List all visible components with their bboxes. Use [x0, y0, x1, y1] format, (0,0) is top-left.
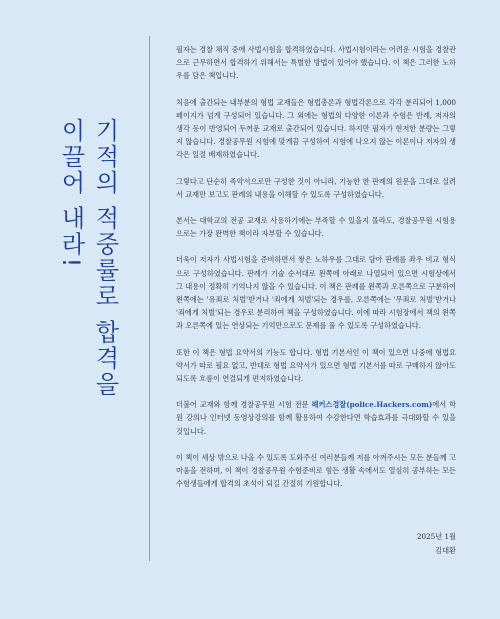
- vertical-title: [56, 118, 120, 397]
- paragraph-1: 필자는 경찰 채직 중에 사법시험을 합격하였습니다. 사법시험이라는 어려운 시험을 경찰관으로 근무하면서 합격하기 위해서는 특별한 방법이 있어야 했습니다. 이 책은 그러한 노하우를 담은 책입니다.: [176, 45, 456, 81]
- vertical-divider: [149, 36, 150, 561]
- paragraph-2: 처음에 출간되는 내부분의 형법 교재들은 형법총론과 형법각론으로 각각 분리되어 1,000페이지가 넘게 구성되어 있습니다. 그 외에는 형법의 다양한 이론과 수험은 반례, 저자의 생각 등이 반영되어 두꺼운 교재로 출간되어 있습니다. 하지만 필자가 현저한 분량는 그렇지 않습니다. 경찰공무원 시험에 맞게끔 구성하여 시험에 나오지 않는 이론이나 저자의 생각은 일절 배제하였습니다.: [176, 97, 456, 160]
- paragraph-7-start: 더불어 교재와 함께 경찰공무원 시험 전문: [176, 400, 312, 410]
- author-name: 김대환: [435, 546, 456, 555]
- date: 2025년 1월: [416, 532, 456, 541]
- paragraph-6: 또한 이 책은 형법 요약서의 기능도 합니다. 형법 기본서인 이 책이 있으면 나중에 형법요약서가 따로 필요 없고, 반대로 형법 요약서가 있으면 형법 기본서를 따로 구매하지 않아도 되도록 흐름이 연결되게 편저하였습니다.: [176, 347, 456, 384]
- paragraph-7: [176, 398, 456, 438]
- paragraph-7-end: 에서 학원 강의나 인터넷 동영상강의를 함께 활용하여 수강한다면 학습효과를 극대화할 수 있을 것입니다.: [176, 400, 456, 436]
- title-line-2: 이끌어 내라!: [57, 118, 85, 270]
- signature-block: [417, 530, 456, 558]
- paragraph-5: 더욱이 저자가 사법시험을 준비하면서 쌓은 노하우를 그대로 담아 판례를 좌우 비교 형식으로 구성하였습니다. 판례가 기술 순서대로 왼쪽에 아래로 나열되어 있으면 시험상에서 그 내용이 정확히 기억나지 않을 수 있습니다. 이 책은 판례를 왼쪽과 오른쪽으로 구분하여 왼쪽에는 '유죄로 처벌'받거나 '죄에게 처벌'되는 경우를, 오른쪽에는 '무죄로 처벌'받거나 '죄에게 처벌'되는 경우로 분리하여 책을 구성하였습니다. 이에 따라 시험장에서 책의 왼쪽과 오른쪽에 있는 연상되는 기억만으로도 문제를 풀 수 있도록 구성하였습니다.: [176, 255, 456, 331]
- preface-body: [176, 43, 456, 503]
- hackers-link: 해커스경찰(police.Hackers.com): [311, 400, 433, 410]
- paragraph-8: 이 책이 세상 밖으로 나올 수 있도록 도와주신 여러분들께 저를 아껴주시는 모든 분들께 고마움을 전하며, 이 책이 경찰공무원 수험준비로 힘든 생활 속에서도 열심히 공부하는 모든 수험생들에게 합격의 초석이 되길 간절히 기원합니다.: [176, 452, 456, 489]
- paragraph-4: 본서는 대학교의 전공 교재로 사용하기에는 부족할 수 있을지 몰라도, 경찰공무원 시험용으로는 가장 완벽한 책이라 자부할 수 있습니다.: [176, 216, 456, 239]
- paragraph-3: 그렇다고 단순히 족약서으로만 구성한 것이 아니라, 기능한 한 판례의 원문을 그대로 실려서 교재만 보고도 판례의 내용을 이해할 수 있도록 구성하였습니다.: [176, 176, 456, 199]
- title-line-1: 기적의 적중률로 합격을: [91, 118, 119, 398]
